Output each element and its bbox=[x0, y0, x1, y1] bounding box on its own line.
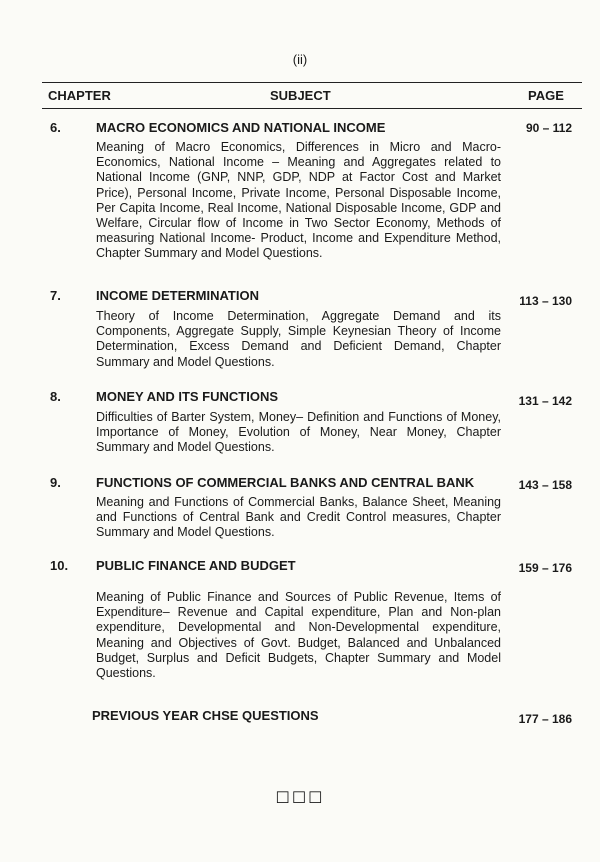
header-bottom-rule bbox=[42, 108, 582, 109]
chapter-title: PREVIOUS YEAR CHSE QUESTIONS bbox=[92, 708, 319, 723]
chapter-number: 10. bbox=[50, 558, 69, 573]
page-number: (ii) bbox=[292, 52, 308, 67]
header-chapter-label: CHAPTER bbox=[48, 88, 111, 103]
chapter-title: FUNCTIONS OF COMMERCIAL BANKS AND CENTRAL BANK bbox=[96, 475, 475, 490]
page-range: 143 – 158 bbox=[518, 478, 572, 492]
page-range: 113 – 130 bbox=[519, 294, 572, 308]
header-top-rule bbox=[42, 82, 582, 83]
chapter-number: 7. bbox=[50, 288, 61, 303]
chapter-description: Theory of Income Determination, Aggregate Demand and its Components, Aggregate Supply, Simple Keynesian Theory of Income Determination, Excess Demand and Deficient Demand, Chapter Summary and Model Questions. bbox=[96, 309, 501, 369]
chapter-number: 8. bbox=[50, 389, 61, 404]
header-page-label: PAGE bbox=[528, 88, 564, 103]
header-subject-label: SUBJECT bbox=[270, 88, 331, 103]
page-range: 131 – 142 bbox=[518, 394, 572, 408]
chapter-description: Difficulties of Barter System, Money– Definition and Functions of Money, Importance of Money, Evolution of Money, Near Money, Chapter Summary and Model Questions. bbox=[96, 410, 501, 455]
page-range: 177 – 186 bbox=[518, 712, 572, 726]
page-range: 90 – 112 bbox=[525, 121, 572, 135]
chapter-number: 9. bbox=[50, 475, 61, 490]
chapter-title: MONEY AND ITS FUNCTIONS bbox=[96, 389, 279, 404]
chapter-description: Meaning of Public Finance and Sources of Public Revenue, Items of Expenditure– Revenue and Capital expenditure, Plan and Non-plan expenditure, Developmental and Non-Developmental expenditure, Meaning and Objectives of Govt. Budget, Balanced and Unbalanced Budget, Surplus and Deficit Budgets, Chapter Summary and Model Questions. bbox=[96, 590, 501, 681]
chapter-title: INCOME DETERMINATION bbox=[96, 288, 259, 303]
page-range: 159 – 176 bbox=[518, 561, 572, 575]
chapter-title: MACRO ECONOMICS AND NATIONAL INCOME bbox=[96, 120, 386, 135]
end-of-contents-mark: ☐☐☐ bbox=[275, 790, 325, 807]
chapter-description: Meaning of Macro Economics, Differences in Micro and Macro-Economics, National Income – Meaning and Aggregates related to National Income (GNP, NNP, GDP, NDP at Factor Cost and Market Price), Personal Income, Private Income, Personal Disposable Income, Per Capita Income, Real Income, National Disposable Income, GDP and Welfare, Circular flow of Income in Two Sector Economy, Methods of measuring National Income- Product, Income and Expenditure Method, Chapter Summary and Model Questions. bbox=[96, 140, 501, 261]
chapter-title: PUBLIC FINANCE AND BUDGET bbox=[96, 558, 296, 573]
chapter-number: 6. bbox=[50, 120, 61, 135]
chapter-description: Meaning and Functions of Commercial Banks, Balance Sheet, Meaning and Functions of Central Bank and Credit Control measures, Chapter Summary and Model Questions. bbox=[96, 495, 501, 540]
